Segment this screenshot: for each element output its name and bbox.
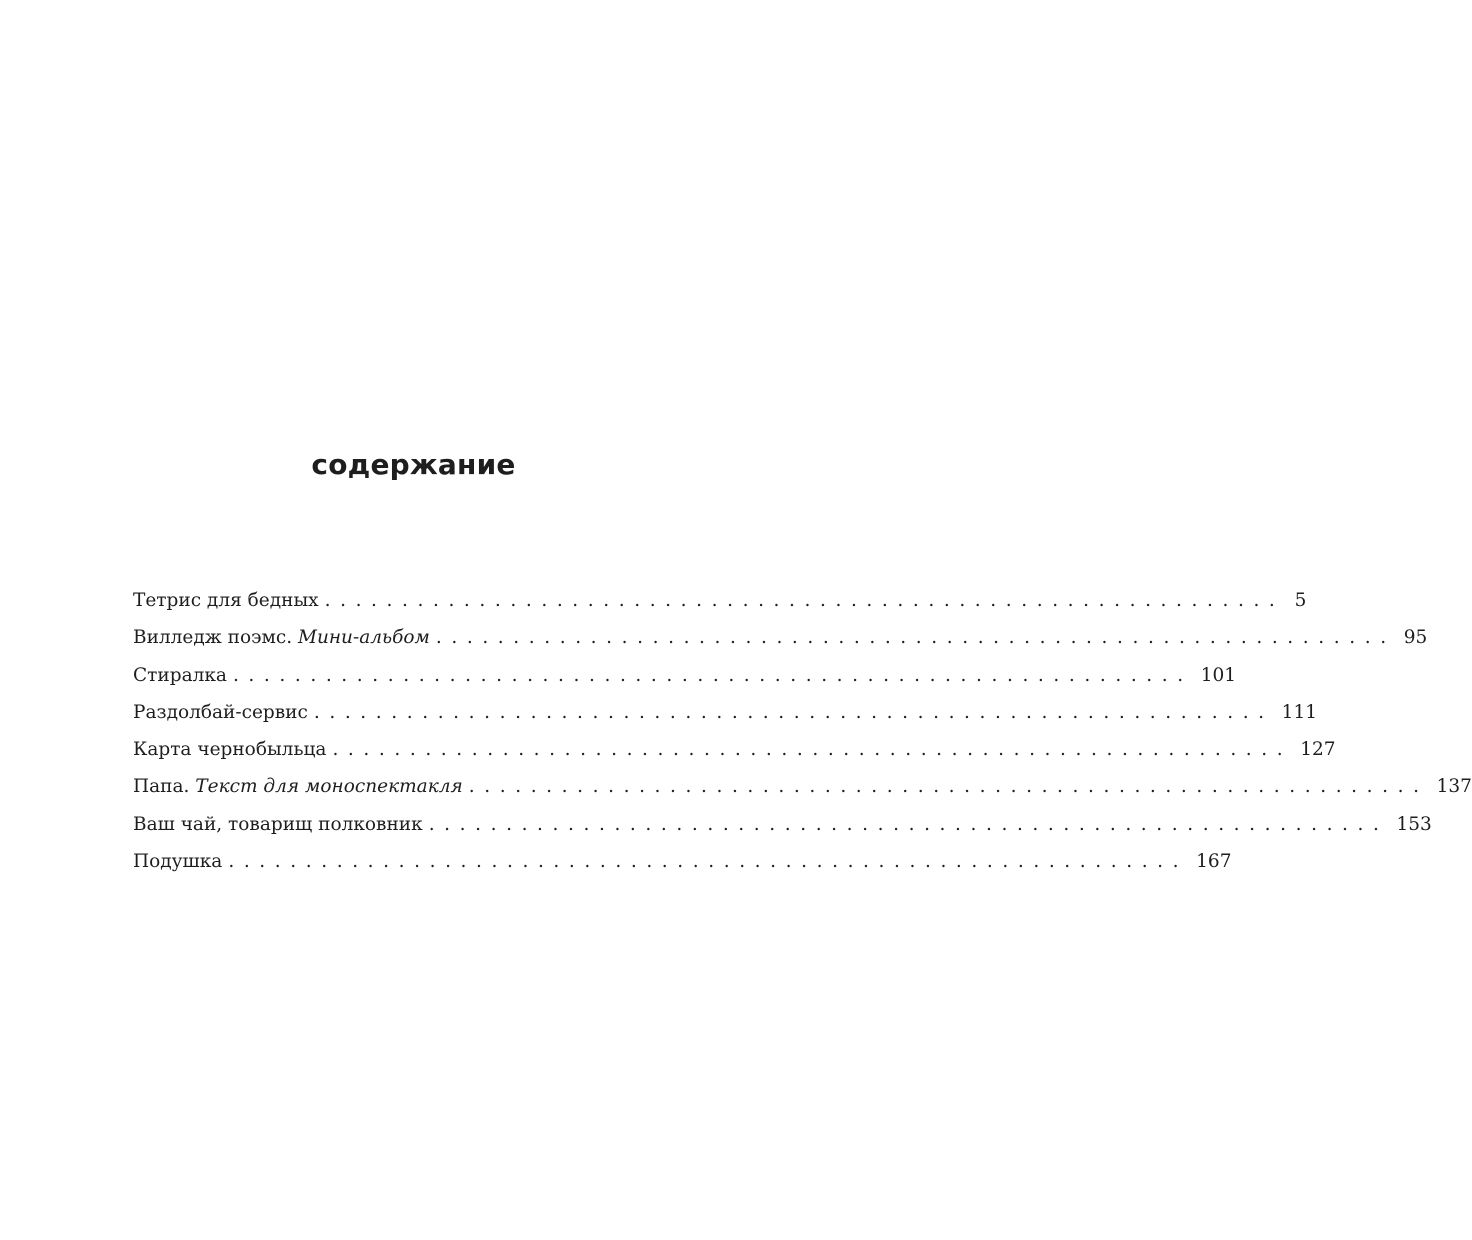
toc-entry[interactable] [133, 851, 1232, 888]
toc-entry[interactable] [133, 776, 1472, 813]
toc-entry[interactable] [133, 739, 1336, 776]
entry-page-number: 137 [1436, 776, 1472, 798]
toc-entry[interactable] [133, 701, 1317, 739]
dot-leader: .............................................................. [228, 851, 1189, 873]
table-of-contents [133, 590, 1472, 888]
dot-leader: .............................................................. [435, 627, 1396, 649]
entry-page-number: 127 [1300, 739, 1336, 761]
entry-title: Ваш чай, товарищ полковник [133, 813, 423, 835]
dot-leader: .............................................................. [332, 739, 1293, 761]
page-title: содержание [311, 448, 516, 481]
entry-title: Раздолбай-сервис [133, 701, 308, 723]
dot-leader: .............................................................. [324, 590, 1285, 611]
toc-entry[interactable] [133, 590, 1307, 627]
entry-title: Папа. Текст для моноспектакля [133, 776, 463, 798]
entry-page-number: 5 [1294, 590, 1307, 611]
entry-page-number: 167 [1196, 851, 1232, 873]
dot-leader: .............................................................. [232, 664, 1193, 686]
entry-title: Вилледж поэмс. Мини-альбом [133, 627, 430, 649]
entry-page-number: 101 [1200, 664, 1237, 686]
entry-page-number: 95 [1403, 627, 1428, 649]
toc-entry[interactable] [133, 813, 1432, 851]
entry-subtitle: Текст для моноспектакля [195, 776, 463, 798]
toc-entry[interactable] [133, 664, 1237, 702]
entry-subtitle: Мини-альбом [298, 627, 430, 649]
entry-title: Карта чернобыльца [133, 739, 327, 761]
entry-title: Подушка [133, 851, 223, 873]
toc-entry[interactable] [133, 627, 1428, 664]
dot-leader: .............................................................. [428, 813, 1389, 835]
entry-page-number: 111 [1281, 701, 1317, 723]
dot-leader: .............................................................. [313, 701, 1274, 723]
entry-page-number: 153 [1396, 813, 1432, 835]
entry-title: Тетрис для бедных [133, 590, 319, 611]
dot-leader: .............................................................. [468, 776, 1429, 798]
entry-title: Стиралка [133, 664, 227, 686]
